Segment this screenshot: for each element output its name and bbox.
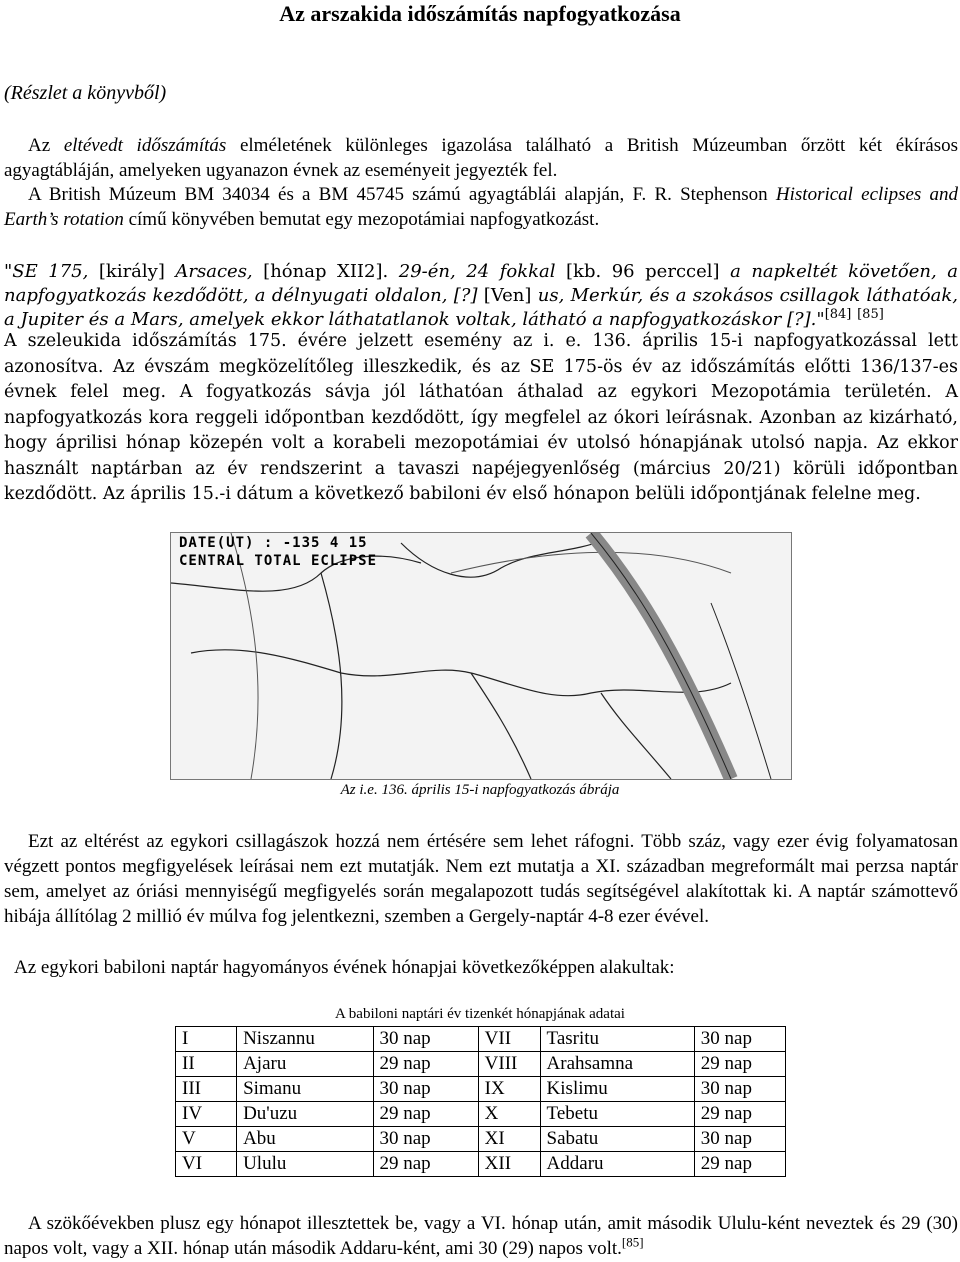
page-title: Az arszakida időszámítás napfogyatkozása: [279, 1, 681, 26]
map-eclipse-label: CENTRAL TOTAL ECLIPSE: [179, 553, 378, 569]
table-cell: 30 nap: [694, 1027, 785, 1052]
table-cell: Ajaru: [237, 1052, 373, 1077]
map-date-label: DATE(UT) : -135 4 15: [179, 535, 368, 551]
table-cell: 29 nap: [373, 1052, 478, 1077]
intro-paragraph: Az eltévedt időszámítás elméletének különleges igazolása található a British Múzeumban őrzött két ékírásos agyagtábláján, amelyeken ugyanazon évnek az eseményeit jegyezték fel.: [4, 135, 959, 181]
coastline: [191, 650, 731, 696]
eclipse-path-band: [591, 533, 731, 779]
table-cell: Du'uzu: [237, 1102, 373, 1127]
leap-paragraph: A szökőévekben plusz egy hónapot illesztettek be, vagy a VI. hónap után, amit második Ululu-ként neveztek és 29 (30) napos volt, vagy a XII. hónap után második Addaru-ként, ami 30 (29) napos volt.[85]: [4, 1213, 958, 1259]
table-cell: I: [176, 1027, 237, 1052]
table-row: [176, 1152, 786, 1177]
table-cell: Abu: [237, 1127, 373, 1152]
table-row: [176, 1127, 786, 1152]
table-cell: 30 nap: [373, 1127, 478, 1152]
table-cell: 30 nap: [694, 1077, 785, 1102]
coastline: [471, 673, 531, 779]
table-cell: 29 nap: [373, 1152, 478, 1177]
table-cell: Addaru: [540, 1152, 694, 1177]
table-cell: Tebetu: [540, 1102, 694, 1127]
table-cell: Simanu: [237, 1077, 373, 1102]
table-cell: 29 nap: [694, 1052, 785, 1077]
table-caption: A babiloni naptári év tizenkét hónapjának adatai: [335, 1006, 625, 1022]
table-cell: Sabatu: [540, 1127, 694, 1152]
table-row: [176, 1052, 786, 1077]
table-cell: Tasritu: [540, 1027, 694, 1052]
table-intro-paragraph: Az egykori babiloni naptár hagyományos évének hónapjai következőképpen alakultak:: [14, 957, 675, 978]
table-cell: VI: [176, 1152, 237, 1177]
coastline: [601, 693, 671, 779]
eclipse-map: [170, 532, 792, 780]
analysis-paragraph: A szeleukida időszámítás 175. évére jelzett esemény az i. e. 136. április 15-i napfogyatkozással lett azonosítva. Az évszám megközelítőleg illeszkedik, és az SE 175-ös év az időszámítás előtti 136/137-es évnek felel meg. A fogyatkozás sávja jól láthatóan áthalad az egykori Mezopotámia területén. A napfogyatkozás kora reggeli időpontban kezdődött, így megfelel az ókori leírásnak. Azonban az kizárható, hogy áprilisi hónap közepén volt a korabeli mezopotámiai év utolsó hónapjának utolsó napja. Az ekkor használt naptárban az év rendszerint a tavaszi napéjegyenlőség (március 20/21) körüli időpontban kezdődött. Az április 15.-i dátum a következő babiloni év első hónapon belüli időpontjának felelne meg.: [4, 331, 958, 504]
term-italic: eltévedt időszámítás: [63, 135, 227, 156]
table-cell: 30 nap: [694, 1127, 785, 1152]
table-cell: 30 nap: [373, 1027, 478, 1052]
months-table: [175, 1026, 786, 1177]
table-cell: VIII: [478, 1052, 540, 1077]
coastline: [401, 541, 601, 577]
table-cell: 29 nap: [694, 1152, 785, 1177]
table-cell: X: [478, 1102, 540, 1127]
footnote-ref-84[interactable]: [84]: [824, 307, 852, 322]
table-row: [176, 1027, 786, 1052]
table-cell: V: [176, 1127, 237, 1152]
table-cell: XII: [478, 1152, 540, 1177]
source-paragraph: A British Múzeum BM 34034 és a BM 45745 számú agyagtáblái alapján, F. R. Stephenson Historical eclipses and Earth’s rotation című könyvében bemutat egy mezopotámiai napfogyatkozást.: [4, 184, 958, 230]
footnote-ref-85[interactable]: [85]: [857, 307, 884, 322]
table-row: [176, 1077, 786, 1102]
table-cell: Ululu: [237, 1152, 373, 1177]
table-cell: IV: [176, 1102, 237, 1127]
meridian-line: [231, 533, 258, 779]
explanation-paragraph: Ezt az eltérést az egykori csillagászok hozzá nem értésére sem lehet ráfogni. Több száz, vagy ezer évig folyamatosan végzett pontos megfigyelések leírásai nem ezt mutatják. Nem ezt mutatja a XI. században megreformált mai perzsa naptár sem, amelyet az óriási mennyiségű megfigyelés során megalapozott tudás segítségével alakítottak ki. A naptár számottevő hibája állítólag 2 millió év múlva fog jelentkezni, szemben a Gergely-naptár 4-8 ezer évével.: [4, 831, 958, 927]
table-cell: XI: [478, 1127, 540, 1152]
table-cell: 30 nap: [373, 1077, 478, 1102]
table-cell: VII: [478, 1027, 540, 1052]
book-title: Historical eclipses and Earth’s rotation: [4, 184, 958, 230]
latitude-line: [451, 552, 731, 573]
map-caption: Az i.e. 136. április 15-i napfogyatkozás ábrája: [340, 782, 620, 798]
table-cell: III: [176, 1077, 237, 1102]
eclipse-limit-line: [321, 573, 342, 779]
footnote-ref-85[interactable]: [85]: [621, 1234, 644, 1250]
table-cell: Kislimu: [540, 1077, 694, 1102]
table-cell: II: [176, 1052, 237, 1077]
eclipse-map-svg: [171, 533, 791, 779]
tablet-quote: "SE 175, [király] Arsaces, [hónap XII2]. 29-én, 24 fokkal [kb. 96 perccel] a napkeltét követően, a napfogyatkozás kezdődött, a délnyugati oldalon, [?] [Ven] us, Merkúr, és a szokásos csillagok láthatóak, a Jupiter és a Mars, amelyek ekkor láthatatlanok voltak, látható a napfogyatkozáskor [?]."[84] [85]: [4, 261, 958, 330]
table-cell: IX: [478, 1077, 540, 1102]
table-cell: 29 nap: [694, 1102, 785, 1127]
table-cell: 29 nap: [373, 1102, 478, 1127]
subtitle: (Részlet a könyvből): [4, 82, 167, 104]
table-row: [176, 1102, 786, 1127]
table-cell: Niszannu: [237, 1027, 373, 1052]
table-cell: Arahsamna: [540, 1052, 694, 1077]
